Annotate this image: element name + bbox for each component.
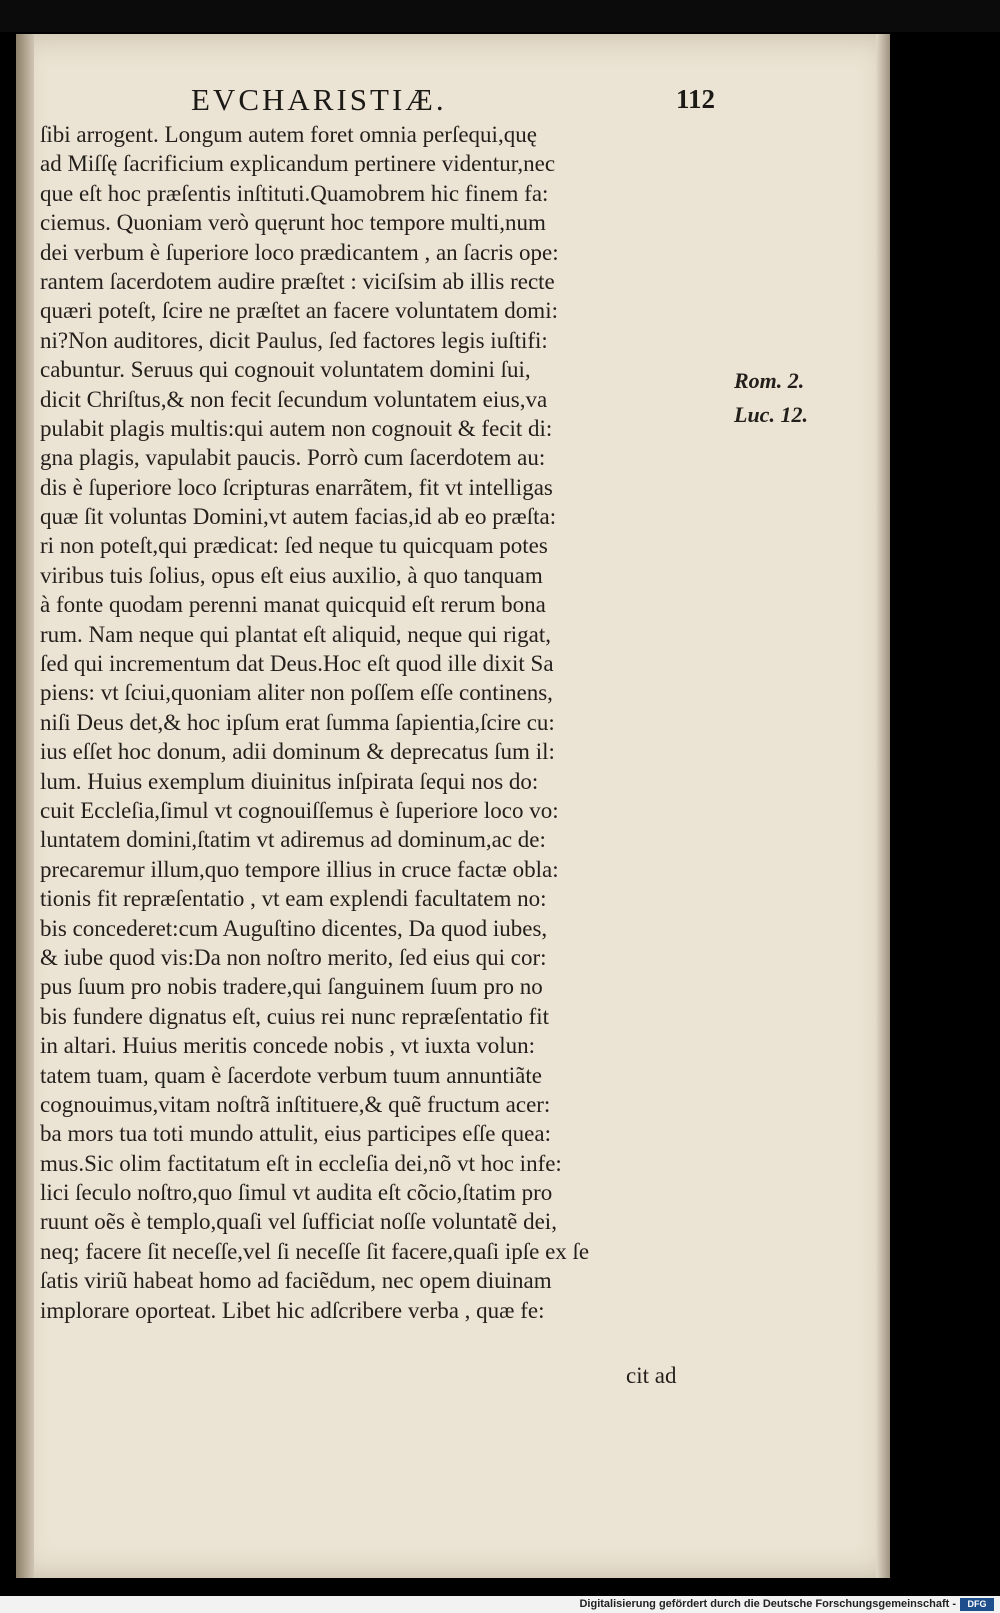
text-line: lum. Huius exemplum diuinitus inſpirata ſequi nos do:: [40, 768, 539, 794]
text-line: rantem ſacerdotem audire præſtet : viciſsim ab illis recte: [40, 268, 555, 294]
text-line: mus.Sic olim factitatum eſt in eccleſia dei,nõ vt hoc infe:: [40, 1150, 562, 1176]
body-text: [40, 120, 720, 1325]
text-line: dei verbum è ſuperiore loco prædicantem , an ſacris ope:: [40, 239, 559, 265]
text-line: tatem tuam, quam è ſacerdote verbum tuum annuntiãte: [40, 1062, 542, 1088]
text-line: que eſt hoc præſentis inſtituti.Quamobrem hic finem fa:: [40, 180, 549, 206]
text-line: à fonte quodam perenni manat quicquid eſt rerum bona: [40, 592, 546, 618]
margin-note-luc: Luc. 12.: [734, 402, 808, 427]
text-line: ciemus. Quoniam verò quęrunt hoc tempore multi,num: [40, 210, 546, 236]
text-line: bis fundere dignatus eſt, cuius rei nunc repræſentatio fit: [40, 1003, 550, 1029]
text-line: pus ſuum pro nobis tradere,qui ſanguinem ſuum pro no: [40, 974, 543, 1000]
text-line: cognouimus,vitam noſtrã inſtituere,& quẽ fructum acer:: [40, 1091, 551, 1117]
page-edge: [876, 34, 890, 1578]
text-line: precaremur illum,quo tempore illius in cruce factæ obla:: [40, 856, 559, 882]
text-line: ri non poteſt,qui prædicat: ſed neque tu quicquam potes: [40, 533, 548, 559]
text-line: luntatem domini,ſtatim vt adiremus ad dominum,ac de:: [40, 827, 546, 853]
book-page: [16, 34, 890, 1578]
text-line: in altari. Huius meritis concede nobis , vt iuxta volun:: [40, 1033, 536, 1059]
text-line: ni?Non auditores, dicit Paulus, ſed factores legis iuſtifi:: [40, 327, 548, 353]
running-title: EVCHARISTIÆ.: [191, 82, 447, 117]
dfg-logo: DFG: [960, 1598, 994, 1611]
text-line: niſi Deus det,& hoc ipſum erat ſumma ſapientia,ſcire cu:: [40, 709, 555, 735]
margin-note-rom: Rom. 2.: [734, 368, 805, 393]
text-line: gna plagis, vapulabit paucis. Porrò cum ſacerdotem au:: [40, 445, 546, 471]
text-line: piens: vt ſciui,quoniam aliter non poſſem eſſe continens,: [40, 680, 553, 706]
text-line: dis è ſuperiore loco ſcripturas enarrãtem, fit vt intelligas: [40, 474, 553, 500]
text-line: ſatis viriũ habeat homo ad faciẽdum, nec opem diuinam: [40, 1268, 552, 1294]
text-line: ſed qui incrementum dat Deus.Hoc eſt quod ille dixit Sa: [40, 651, 554, 677]
text-line: lici ſeculo noſtro,quo ſimul vt audita eſt cõcio,ſtatim pro: [40, 1180, 553, 1206]
text-line: & iube quod vis:Da non noſtro merito, ſed eius qui cor:: [40, 944, 547, 970]
footer-bar: [0, 1596, 1000, 1613]
text-line: ius eſſet hoc donum, adii dominum & deprecatus ſum il:: [40, 739, 555, 765]
text-line: tionis fit repræſentatio , vt eam explendi facultatem no:: [40, 886, 547, 912]
catchword: cit ad: [626, 1363, 677, 1388]
funding-credit: Digitalisierung gefördert durch die Deutsche Forschungsgemeinschaft -: [579, 1598, 956, 1610]
text-line: viribus tuis ſolius, opus eſt eius auxilio, à quo tanquam: [40, 562, 543, 588]
text-line: bis concederet:cum Auguſtino dicentes, Da quod iubes,: [40, 915, 548, 941]
text-line: rum. Nam neque qui plantat eſt aliquid, neque qui rigat,: [40, 621, 551, 647]
text-line: neq; facere ſit neceſſe,vel ſi neceſſe ſit facere,quaſi ipſe ex ſe: [40, 1238, 590, 1264]
scan-border: [0, 0, 1000, 32]
text-line: dicit Chriſtus,& non fecit ſecundum voluntatem eius,va: [40, 386, 548, 412]
text-line: cuit Eccleſia,ſimul vt cognouiſſemus è ſuperiore loco vo:: [40, 797, 559, 823]
text-line: quæ ſit voluntas Domini,vt autem facias,id ab eo præſta:: [40, 504, 557, 530]
text-line: pulabit plagis multis:qui autem non cognouit & fecit di:: [40, 415, 553, 441]
text-line: ſibi arrogent. Longum autem foret omnia perſequi,quę: [40, 122, 537, 147]
page-number: 112: [676, 84, 716, 114]
text-line: ruunt oẽs è templo,quaſi vel ſufficiat noſſe voluntatẽ dei,: [40, 1209, 557, 1235]
page-spine-shadow: [16, 34, 34, 1578]
text-line: cabuntur. Seruus qui cognouit voluntatem domini ſui,: [40, 357, 531, 383]
text-line: ba mors tua toti mundo attulit, eius participes eſſe quea:: [40, 1121, 551, 1147]
running-head: [16, 82, 890, 122]
text-line: ad Miſſę ſacrificium explicandum pertinere videntur,nec: [40, 151, 556, 177]
text-line: quæri poteſt, ſcire ne præſtet an facere voluntatem domi:: [40, 298, 558, 324]
text-line: implorare oporteat. Libet hic adſcribere verba , quæ fe:: [40, 1297, 545, 1323]
